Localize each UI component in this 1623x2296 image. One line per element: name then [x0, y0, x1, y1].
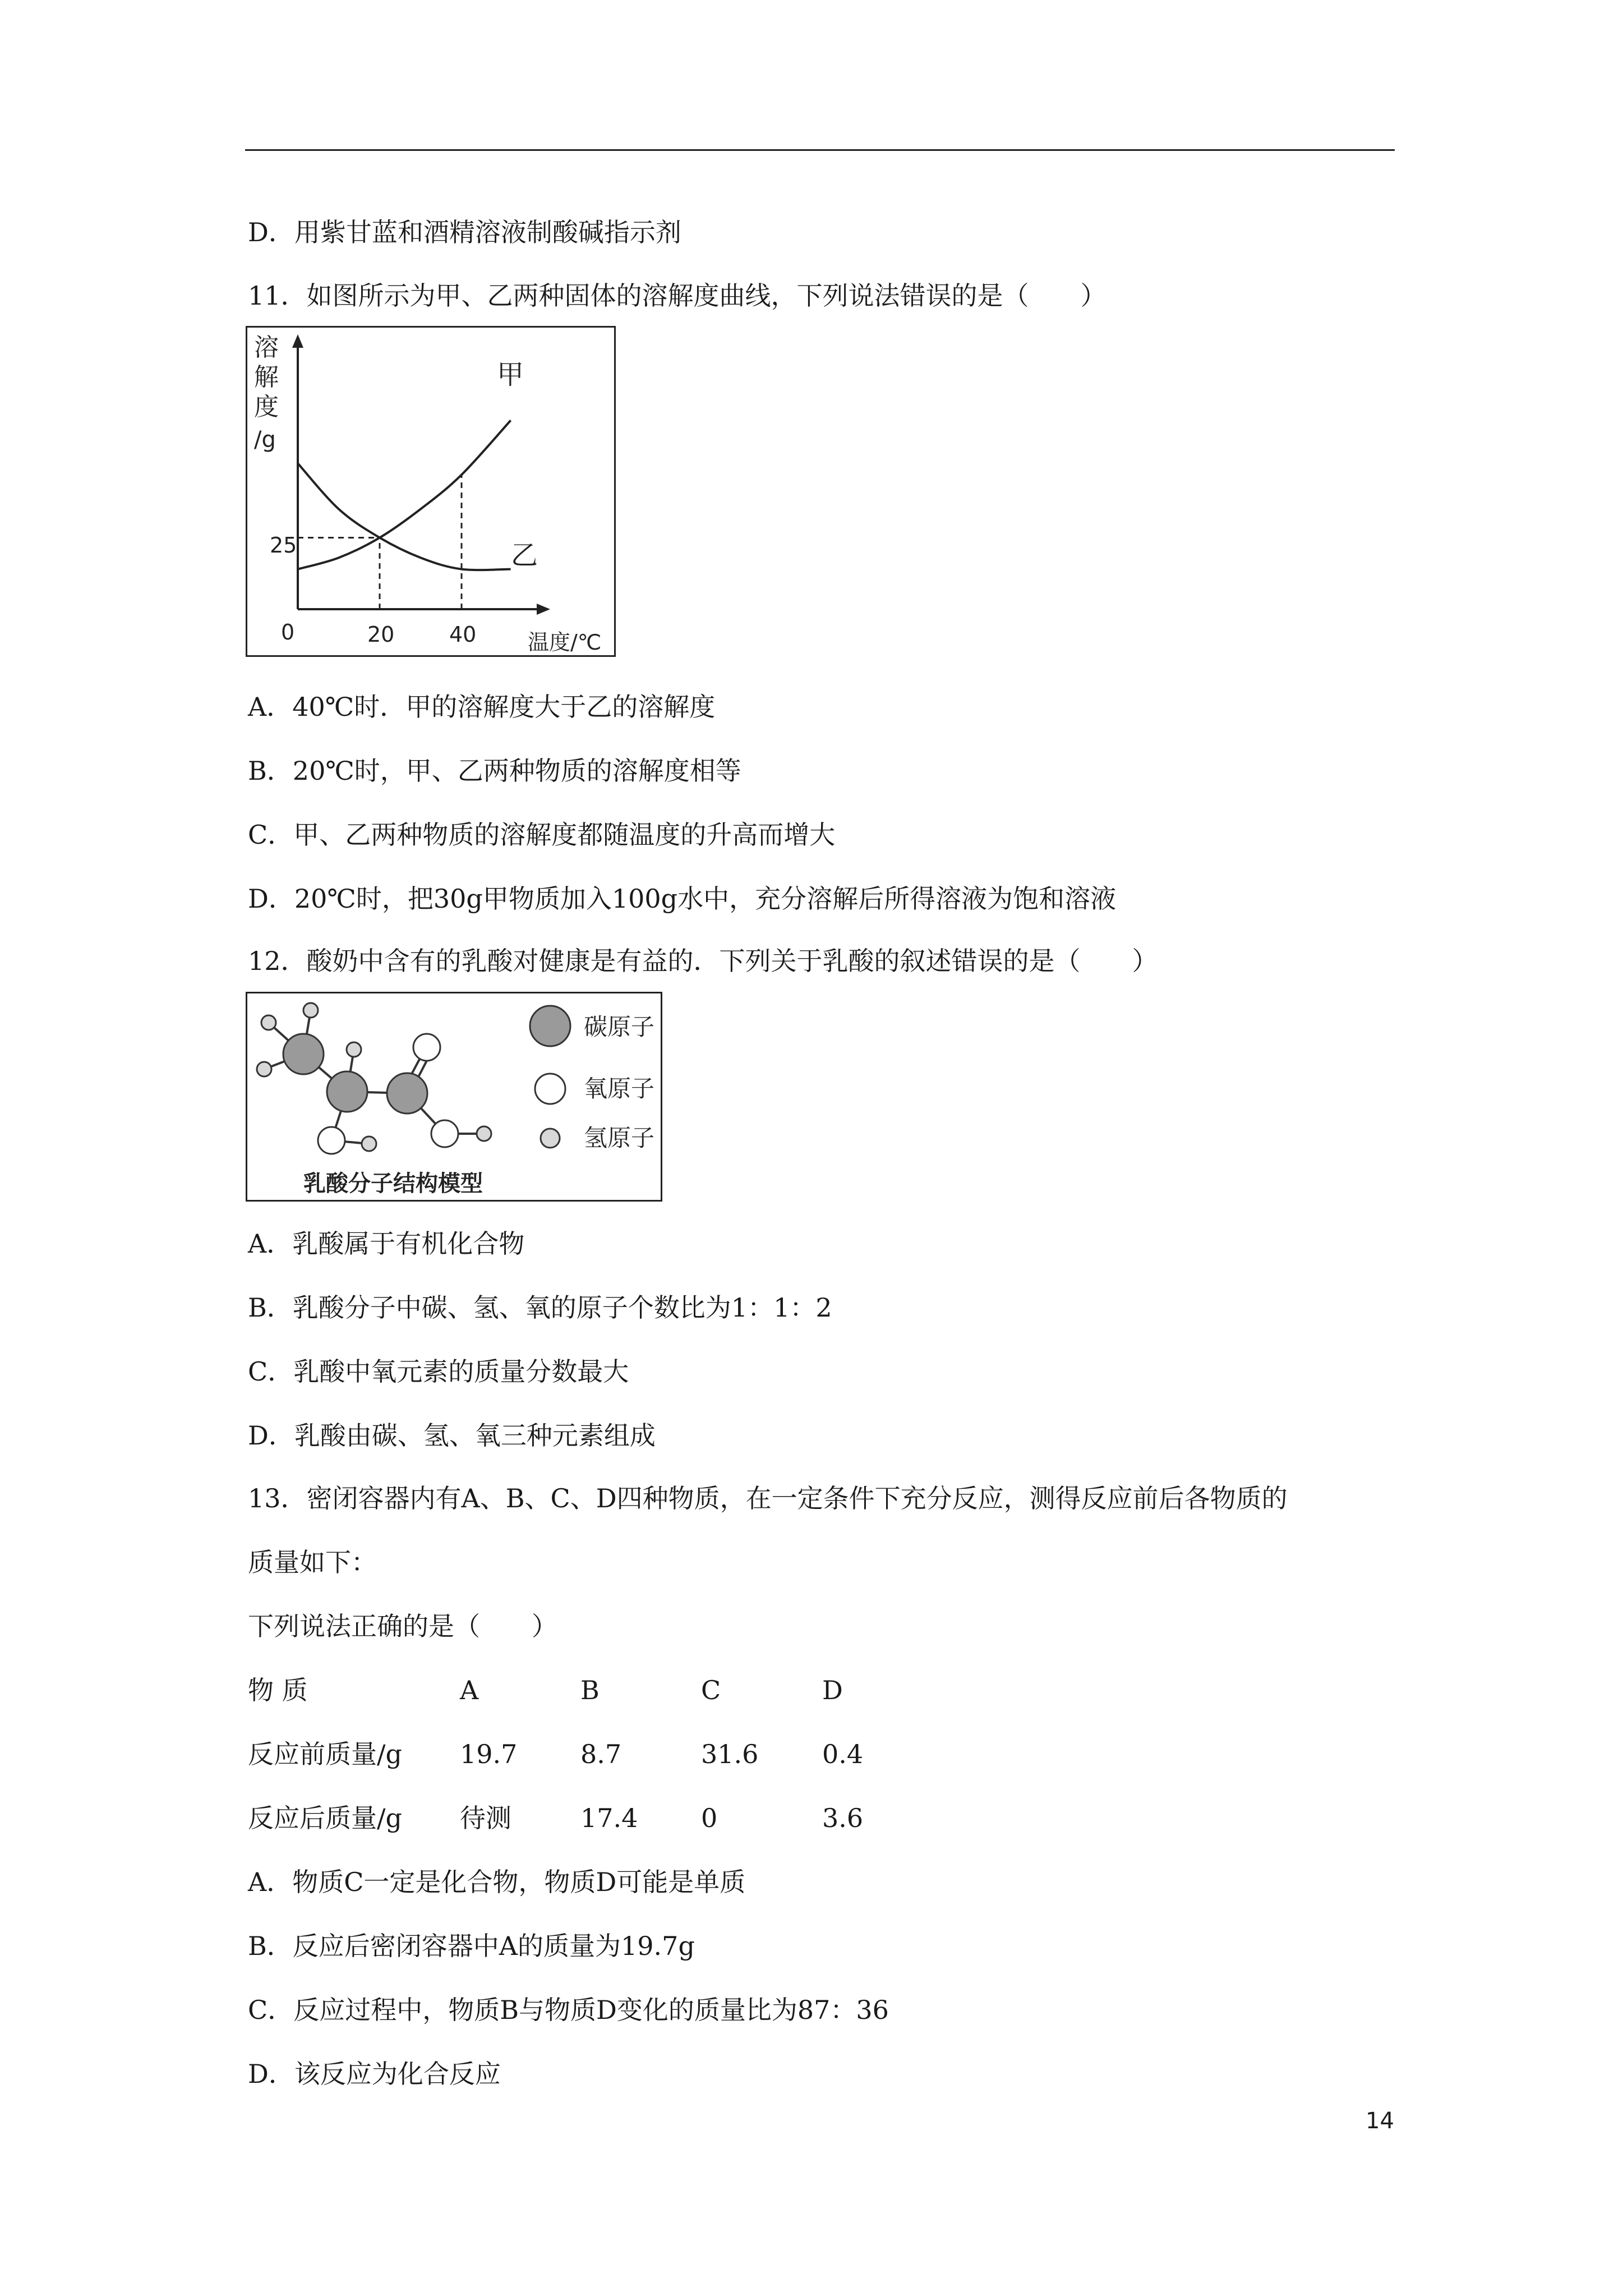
lactic-acid-model-svg: [247, 993, 661, 1200]
q12-option-a: A．乳酸属于有机化合物: [248, 1228, 525, 1259]
solubility-chart-svg: [247, 328, 614, 655]
x-tick-label: 20: [367, 622, 395, 647]
hydrogen-atom: [303, 1003, 318, 1018]
q11-option-d: D．20℃时，把30g甲物质加入100g水中，充分溶解后所得溶液为饱和溶液: [248, 884, 1117, 914]
y-axis-label-char-1: 溶: [254, 333, 279, 362]
carbon-atom: [327, 1071, 367, 1112]
table-cell: 3.6: [822, 1803, 864, 1833]
legend-oxygen-label: 氧原子: [584, 1075, 655, 1102]
x-tick-label: 40: [449, 622, 477, 647]
origin-label: 0: [281, 620, 295, 645]
q10-option-d: D．用紫甘蓝和酒精溶液制酸碱指示剂: [248, 217, 681, 247]
table-cell: 0: [701, 1803, 718, 1833]
q11-option-b: B．20℃时，甲、乙两种物质的溶解度相等: [248, 756, 741, 786]
q13-option-a: A．物质C一定是化合物，物质D可能是单质: [248, 1867, 746, 1897]
q11-option-c: C．甲、乙两种物质的溶解度都随温度的升高而增大: [248, 820, 836, 850]
table-cell: 反应后质量/g: [248, 1803, 402, 1833]
hydrogen-atom: [347, 1042, 361, 1057]
hydrogen-atom: [257, 1062, 271, 1076]
series-jia-curve: [298, 420, 511, 569]
oxygen-atom: [413, 1034, 440, 1061]
legend-oxygen-swatch: [535, 1074, 565, 1104]
q12-option-d: D．乳酸由碳、氢、氧三种元素组成: [248, 1420, 656, 1451]
hydrogen-atom: [261, 1015, 276, 1030]
table-cell: 反应前质量/g: [248, 1739, 402, 1769]
y-axis-label-char-3: 度: [254, 393, 279, 421]
q12-option-b: B．乳酸分子中碳、氢、氧的原子个数比为1：1：2: [248, 1292, 832, 1323]
table-header-cell: B: [580, 1675, 600, 1705]
q11-stem: 11．如图所示为甲、乙两种固体的溶解度曲线，下列说法错误的是（ ）: [248, 280, 1106, 311]
q13-option-d: D．该反应为化合反应: [248, 2059, 501, 2089]
series-yi-label: 乙: [511, 540, 538, 571]
legend-hydrogen-label: 氢原子: [584, 1124, 655, 1152]
oxygen-atom: [318, 1127, 345, 1154]
legend-hydrogen-swatch: [541, 1129, 560, 1148]
carbon-atom: [283, 1034, 324, 1074]
table-cell: 待测: [460, 1803, 511, 1833]
q12-stem: 12．酸奶中含有的乳酸对健康是有益的．下列关于乳酸的叙述错误的是（ ）: [248, 946, 1158, 976]
y-axis-label-char-2: 解: [254, 363, 279, 392]
table-cell: 0.4: [822, 1739, 864, 1769]
lactic-acid-model: [246, 992, 662, 1202]
table-cell: 17.4: [580, 1803, 638, 1833]
carbon-atom: [387, 1073, 427, 1114]
q11-option-a: A．40℃时．甲的溶解度大于乙的溶解度: [248, 692, 716, 722]
table-cell: 8.7: [580, 1739, 622, 1769]
q13-stem-line1: 13．密闭容器内有A、B、C、D四种物质，在一定条件下充分反应，测得反应前后各物质的: [248, 1483, 1288, 1513]
series-jia-label: 甲: [497, 359, 524, 390]
series-yi-curve: [298, 463, 511, 570]
x-axis-label: 温度/℃: [528, 630, 602, 655]
x-axis-arrow: [537, 604, 550, 615]
header-rule: [245, 149, 1395, 151]
table-header-cell: A: [460, 1675, 479, 1705]
hydrogen-atom: [477, 1126, 491, 1141]
q13-stem-line2: 质量如下：: [248, 1547, 377, 1577]
solubility-chart: [246, 326, 616, 657]
page-number: 14: [1366, 2108, 1394, 2134]
oxygen-atom: [431, 1120, 458, 1147]
model-caption: 乳酸分子结构模型: [303, 1171, 483, 1197]
q13-option-b: B．反应后密闭容器中A的质量为19.7g: [248, 1931, 695, 1961]
legend-carbon-label: 碳原子: [584, 1013, 655, 1041]
y-axis-arrow: [292, 334, 303, 348]
q13-option-c: C．反应过程中，物质B与物质D变化的质量比为87：36: [248, 1995, 889, 2025]
q13-stem-line3: 下列说法正确的是（ ）: [248, 1611, 557, 1641]
hydrogen-atom: [362, 1137, 376, 1151]
y-tick-label: 25: [270, 533, 297, 558]
q12-option-c: C．乳酸中氧元素的质量分数最大: [248, 1356, 629, 1387]
y-axis-label-char-4: /g: [254, 427, 276, 453]
table-header-cell: D: [822, 1675, 843, 1705]
table-header-cell: C: [701, 1675, 721, 1705]
table-cell: 31.6: [701, 1739, 759, 1769]
table-cell: 19.7: [460, 1739, 518, 1769]
table-header-cell: 物 质: [248, 1675, 308, 1705]
legend-carbon-swatch: [530, 1006, 570, 1046]
